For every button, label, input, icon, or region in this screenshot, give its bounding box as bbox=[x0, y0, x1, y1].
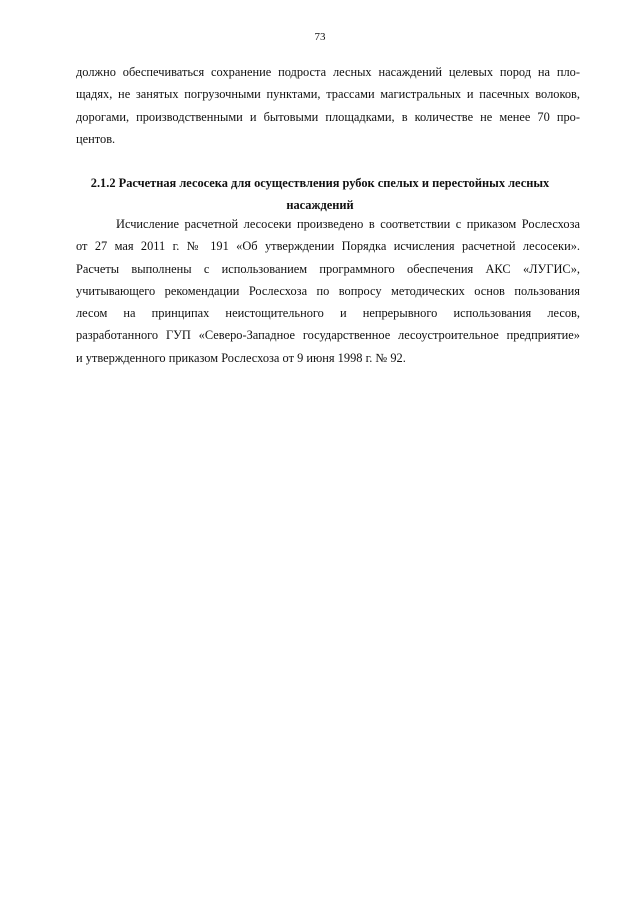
paragraph-line: и утвержденного приказом Рослесхоза от 9 июня 1998 г. № 92. bbox=[76, 350, 406, 365]
paragraph-line: Расчеты выполнены с использованием программного обеспечения АКС «ЛУГИС», bbox=[76, 261, 580, 276]
paragraph-line: учитывающего рекомендации Рослесхоза по вопросу методических основ пользования bbox=[76, 283, 580, 298]
paragraph-line: должно обеспечиваться сохранение подроста лесных насаждений целевых пород на пло- bbox=[76, 65, 580, 79]
paragraph-line: дорогами, производственными и бытовыми площадками, в количестве не менее 70 про- bbox=[76, 109, 580, 124]
paragraph-continuation bbox=[76, 61, 580, 150]
paragraph-line: разработанного ГУП «Северо-Западное государственное лесоустроительное предприятие» bbox=[76, 328, 580, 343]
paragraph-line: щадях, не занятых погрузочными пунктами, трассами магистральных и пасечных волоков, bbox=[76, 87, 580, 102]
section-heading bbox=[0, 172, 640, 217]
paragraph-line: лесом на принципах неистощительного и непрерывного использования лесов, bbox=[76, 306, 580, 321]
section-heading-line: 2.1.2 Расчетная лесосека для осуществления рубок спелых и перестойных лесных bbox=[90, 176, 550, 190]
section-heading-line: насаждений bbox=[286, 198, 354, 213]
paragraph-line: центов. bbox=[76, 131, 116, 146]
paragraph-line: от 27 мая 2011 г. № 191 «Об утверждении Порядка исчисления расчетной лесосеки». bbox=[76, 239, 580, 254]
section-paragraph bbox=[76, 213, 580, 369]
paragraph-line: Исчисление расчетной лесосеки произведено в соответствии с приказом Рослесхоза bbox=[116, 217, 580, 231]
page-number: 73 bbox=[314, 31, 326, 43]
